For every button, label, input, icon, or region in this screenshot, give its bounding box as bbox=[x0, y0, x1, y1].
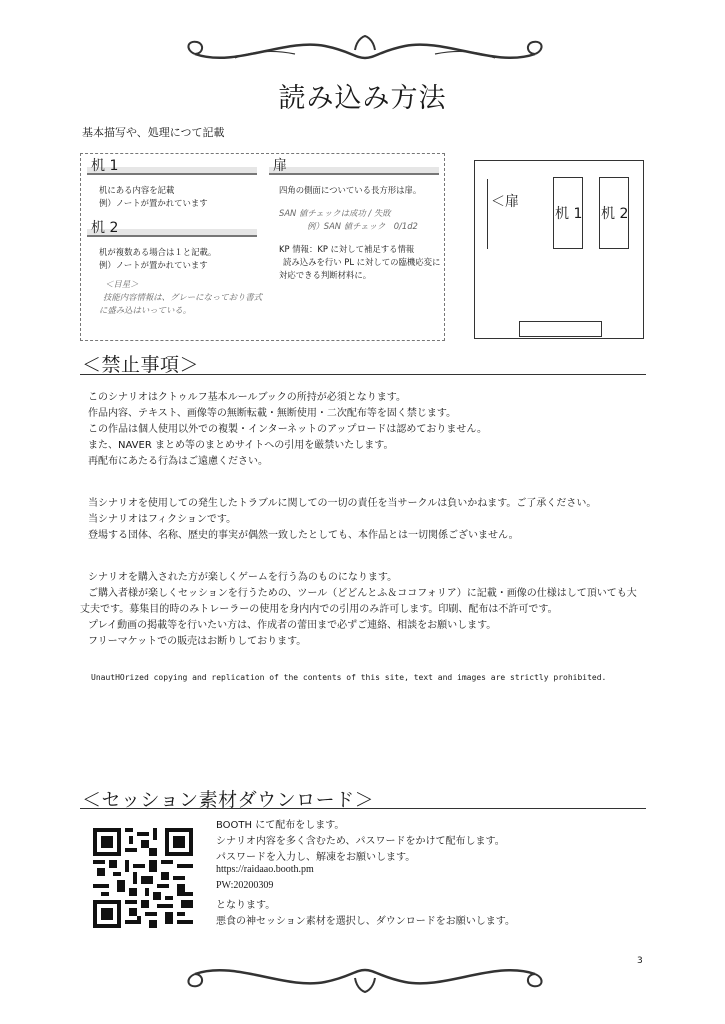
disclaimer-line: 登場する団体、名称、歴史的事実が偶然一致したとしても、本作品とは一切関係ございません。 bbox=[88, 530, 519, 541]
prohibited-heading: ＜禁止事項＞ bbox=[82, 354, 200, 376]
desk-1-label: 机 1 bbox=[555, 206, 583, 222]
usage-line: フリーマケットでの販売はお断りしております。 bbox=[88, 636, 307, 647]
prohibited-rule bbox=[80, 374, 646, 375]
hidden-info-note: ＜目星＞ 技能内容情報は、グレーになっており書式 に盛み込はいっている。 bbox=[99, 279, 263, 315]
top-ornament bbox=[175, 28, 555, 68]
download-line: となります。 bbox=[216, 900, 276, 911]
download-rule bbox=[80, 808, 646, 809]
legend-box bbox=[80, 153, 445, 341]
usage-line: プレイ動画の掲載等を行いたい方は、作成者の蕾田まで必ずご連絡、相談をお願いします。 bbox=[88, 620, 497, 631]
desk-2-label: 机 2 bbox=[601, 206, 629, 222]
download-line: BOOTH にて配布をします。 bbox=[216, 820, 345, 831]
page-subtitle: 基本描写や、処理につて記載 bbox=[82, 126, 225, 139]
prohibited-line: 再配布にあたる行為はご遠慮ください。 bbox=[88, 456, 268, 467]
disclaimer-line: 当シナリオはフィクションです。 bbox=[88, 514, 237, 525]
qr-code-image bbox=[93, 828, 193, 928]
legend-left-column bbox=[87, 158, 262, 317]
download-line: パスワードを入力し、解凍をお願いします。 bbox=[216, 852, 416, 863]
door-label: ＜扉 bbox=[491, 194, 519, 210]
bottom-ornament bbox=[175, 960, 555, 1000]
english-notice: UnautHOrized copying and replication of the contents of this site, text and images are strictly prohibited. bbox=[91, 673, 607, 682]
san-check-note: SAN 値チェックは成功 / 失敗 例）SAN 値チェック 0/1d2 bbox=[279, 208, 418, 231]
legend-right-column bbox=[269, 158, 440, 282]
door-heading: 扉 bbox=[269, 158, 439, 175]
page-number: 3 bbox=[637, 956, 643, 966]
download-heading: ＜セッション素材ダウンロード＞ bbox=[82, 789, 375, 811]
password-text: PW:20200309 bbox=[216, 880, 274, 891]
door-description: 四角の側面についている長方形は扉。 bbox=[279, 185, 422, 195]
booth-url-link[interactable]: https://raidaao.booth.pm bbox=[216, 864, 314, 875]
prohibited-line: このシナリオはクトゥルフ基本ルールブックの所持が必須となります。 bbox=[88, 392, 406, 403]
download-line: 悪食の神セッション素材を選択し、ダウンロードをお願いします。 bbox=[216, 916, 515, 927]
desk2-heading: 机 2 bbox=[87, 220, 257, 237]
desk1-description: 机にある内容を記載 例）ノートが置かれています bbox=[99, 185, 208, 208]
prohibited-line: 作品内容、テキスト、画像等の無断転載・無断使用・二次配布等を固く禁じます。 bbox=[88, 408, 457, 419]
room-bottom-object bbox=[519, 321, 602, 337]
prohibited-line: また、NAVER まとめ等のまとめサイトへの引用を厳禁いたします。 bbox=[88, 440, 394, 451]
desk1-heading: 机 1 bbox=[87, 158, 257, 175]
usage-line: 丈夫です。募集目的時のみトレーラーの使用を身内内での引用のみ許可します。印刷、配布は不許可です。 bbox=[80, 604, 558, 615]
page-title: 読み込み方法 bbox=[278, 83, 447, 114]
desk2-description: 机が複数ある場合は１と記載。 例）ノートが置かれています bbox=[99, 247, 217, 270]
usage-line: シナリオを購入された方が楽しくゲームを行う為のものになります。 bbox=[88, 572, 398, 583]
usage-line: ご購入者様が楽しくセッションを行うための、ツール（どどんとふ＆ココフォリア）に記載・画像の仕様はして頂いても大 bbox=[88, 588, 637, 599]
room-door bbox=[475, 179, 488, 249]
prohibited-line: この作品は個人使用以外での複製・インターネットのアップロードは認めておりません。 bbox=[88, 424, 487, 435]
kp-info-note: KP 情報：KP に対して補足する情報 読み込みを行い PL に対しての臨機応変に 対応できる判断材料に。 bbox=[279, 244, 441, 280]
download-line: シナリオ内容を多く含むため、パスワードをかけて配布します。 bbox=[216, 836, 505, 847]
disclaimer-line: 当シナリオを使用しての発生したトラブルに関しての一切の責任を当サークルは負いかねます。ご了承ください。 bbox=[88, 498, 597, 509]
room-diagram bbox=[474, 160, 644, 339]
